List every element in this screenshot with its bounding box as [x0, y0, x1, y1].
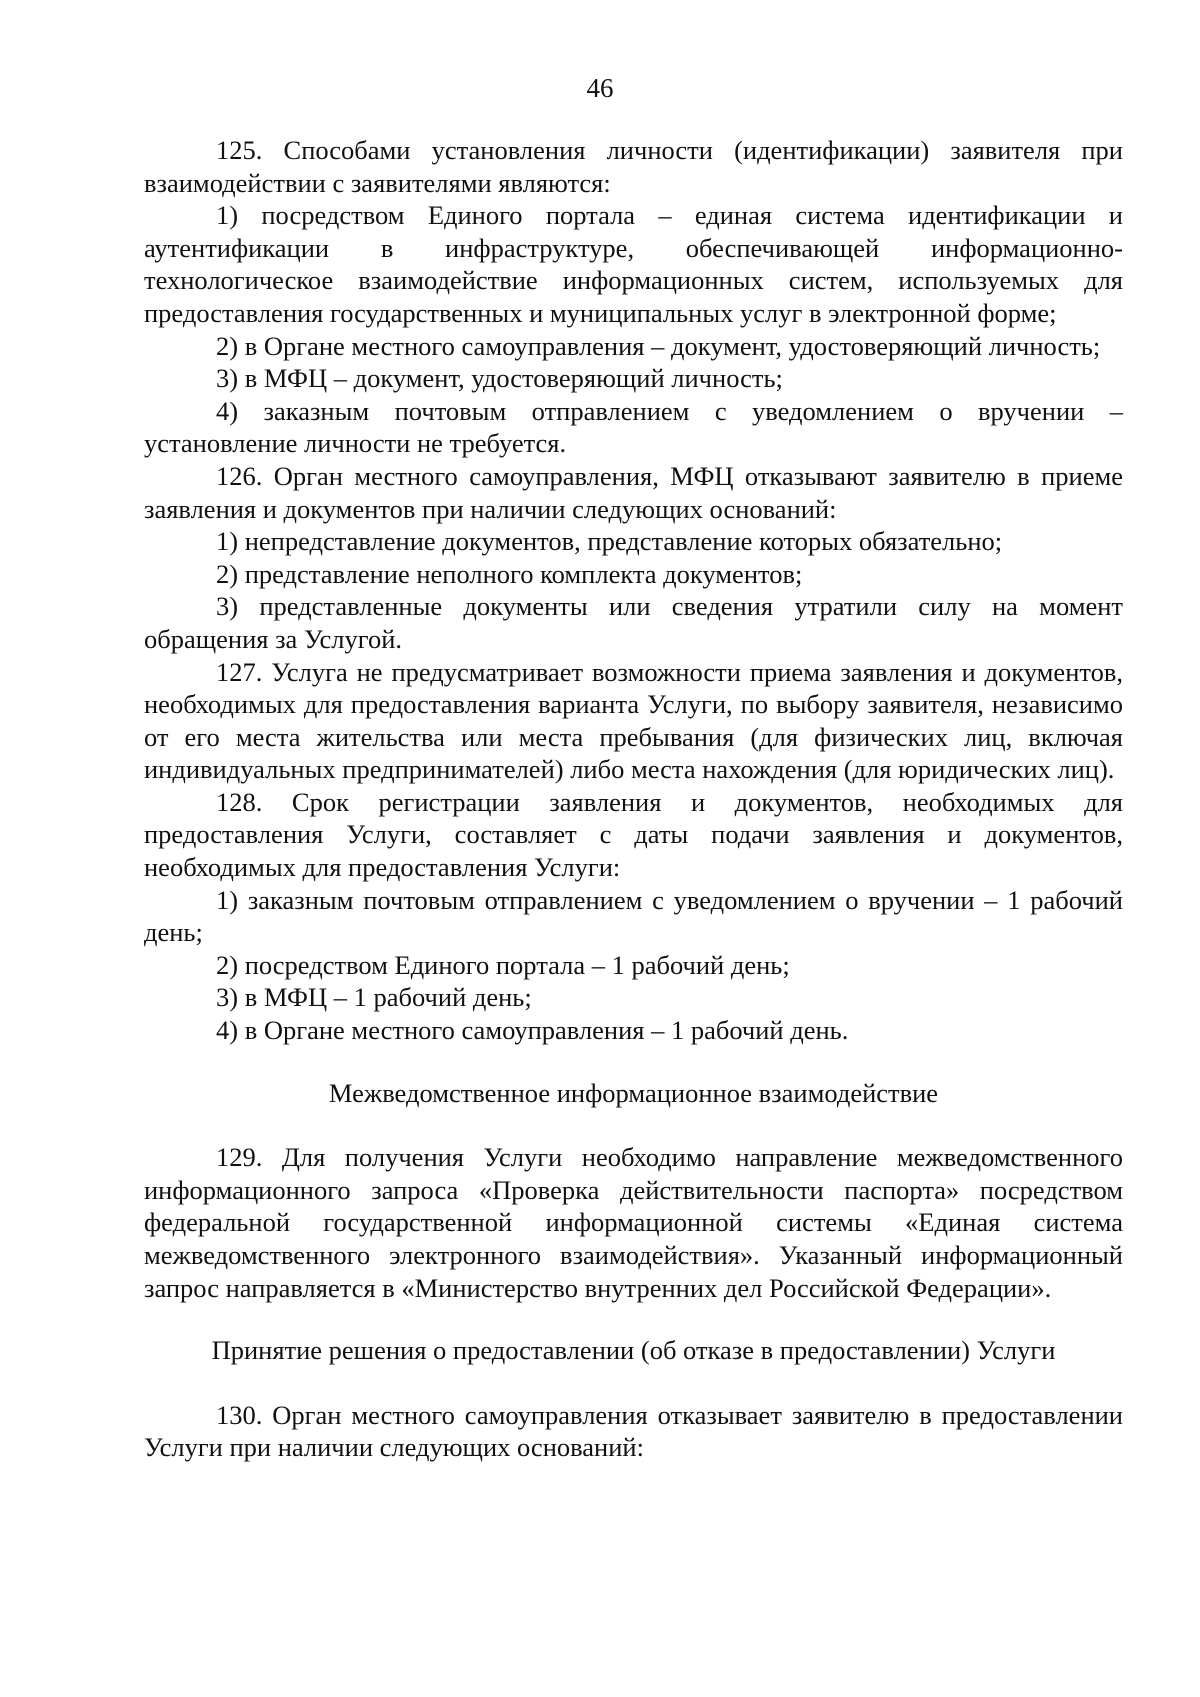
document-body — [144, 134, 1123, 1464]
paragraph-125-item-4: 4) заказным почтовым отправлением с уведомлением о вручении – установление личности не требуется. — [144, 395, 1123, 459]
paragraph-125: 125. Способами установления личности (идентификации) заявителя при взаимодействии с заявителями являются: — [144, 135, 1123, 198]
paragraph-125-item-1: 1) посредством Единого портала – единая система идентификации и аутентификации в инфраструктуре, обеспечивающей информационно-технологическое взаимодействие информационных систем, используемых для предоставления государственных и муниципальных услуг в электронной форме; — [144, 200, 1123, 328]
section-heading-interagency: Межведомственное информационное взаимодействие — [328, 1077, 939, 1108]
paragraph-126-item-1: 1) непредставление документов, представление которых обязательно; — [216, 526, 1003, 557]
paragraph-128-item-1: 1) заказным почтовым отправлением с уведомлением о вручении – 1 рабочий день; — [144, 884, 1123, 948]
paragraph-128-item-4: 4) в Органе местного самоуправления – 1 рабочий день. — [216, 1015, 849, 1046]
paragraph-126-item-2: 2) представление неполного комплекта документов; — [216, 558, 803, 589]
paragraph-128: 128. Срок регистрации заявления и документов, необходимых для предоставления Услуги, составляет с даты подачи заявления и документов, необходимых для предоставления Услуги: — [144, 786, 1123, 883]
paragraph-126-item-3: 3) представленные документы или сведения утратили силу на момент обращения за Услугой. — [144, 591, 1123, 654]
paragraph-128-item-2: 2) посредством Единого портала – 1 рабочий день; — [216, 949, 790, 980]
paragraph-128-item-3: 3) в МФЦ – 1 рабочий день; — [216, 982, 532, 1013]
paragraph-126: 126. Орган местного самоуправления, МФЦ отказывают заявителю в приеме заявления и документов при наличии следующих оснований: — [144, 460, 1123, 524]
page-number: 46 — [586, 73, 614, 103]
paragraph-129: 129. Для получения Услуги необходимо направление межведомственного информационного запроса «Проверка действительности паспорта» посредством федеральной государственной информационной системы «Единая система межведомственного электронного взаимодействия». Указанный информационный запрос направляется в «Министерство внутренних дел Российской Федерации». — [144, 1142, 1123, 1303]
paragraph-130: 130. Орган местного самоуправления отказывает заявителю в предоставлении Услуги при наличии следующих оснований: — [144, 1399, 1123, 1463]
paragraph-125-item-3: 3) в МФЦ – документ, удостоверяющий личность; — [216, 363, 783, 394]
section-heading-decision: Принятие решения о предоставлении (об отказе в предоставлении) Услуги — [211, 1335, 1056, 1366]
paragraph-127: 127. Услуга не предусматривает возможности приема заявления и документов, необходимых для предоставления варианта Услуги, по выбору заявителя, независимо от его места жительства или места пребывания (для физических лиц, включая индивидуальных предпринимателей) либо места нахождения (для юридических лиц). — [144, 656, 1123, 785]
paragraph-125-item-2: 2) в Органе местного самоуправления – документ, удостоверяющий личность; — [216, 330, 1101, 361]
